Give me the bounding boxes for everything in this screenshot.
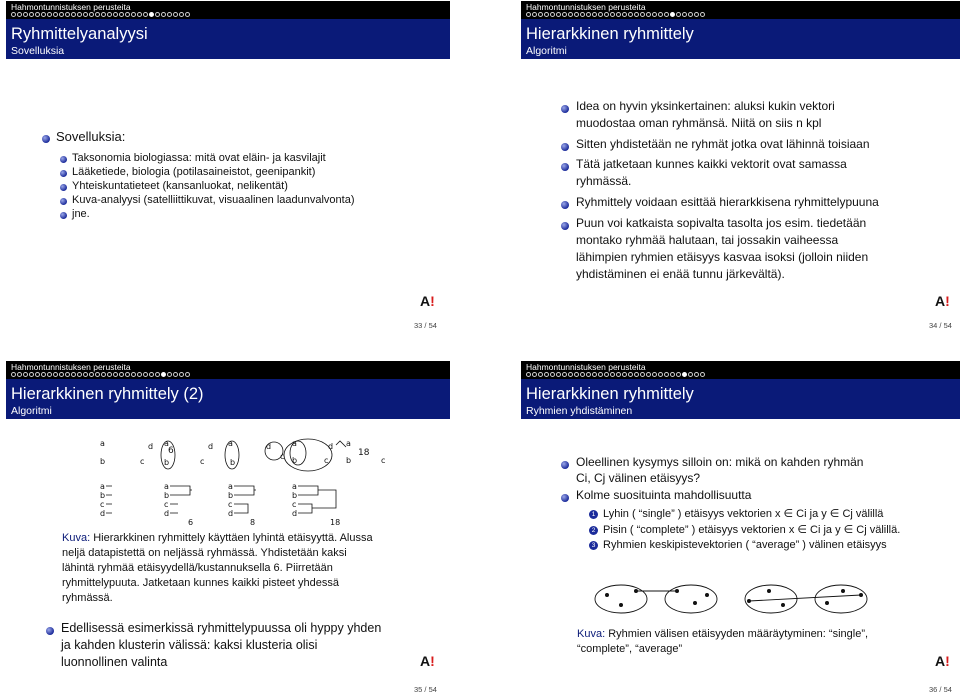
nav-dot[interactable]: [568, 12, 573, 17]
nav-dot[interactable]: [574, 372, 579, 377]
nav-dot[interactable]: [538, 372, 543, 377]
section-bar: [521, 1, 960, 19]
svg-text:a: a: [164, 439, 169, 448]
aalto-logo: A!: [935, 293, 950, 309]
sub-bullet-text: Yhteiskuntatieteet (kansanluokat, nelikentät): [72, 180, 288, 192]
bullet-text: Sovelluksia:: [56, 129, 126, 144]
bullet-icon: [561, 163, 569, 171]
nav-dot[interactable]: [77, 372, 82, 377]
bullet-icon: [561, 143, 569, 151]
section-title[interactable]: Hahmontunnistuksen perusteita: [526, 362, 646, 372]
nav-dot[interactable]: [592, 372, 597, 377]
sub-bullet-text: Kuva-analyysi (satelliittikuvat, visuaalinen laadunvalvonta): [72, 194, 355, 206]
section-bar: [6, 361, 450, 379]
nav-dot[interactable]: [532, 372, 537, 377]
navigation-dots[interactable]: [11, 12, 190, 17]
bullet-text: Puun voi katkaista sopivalta tasolta jos esim. tiedetään: [576, 216, 867, 230]
slide-subtitle: Algoritmi: [11, 405, 52, 417]
nav-dot[interactable]: [682, 372, 687, 377]
bullet-text: Kolme suosituinta mahdollisuutta: [576, 488, 752, 502]
nav-dot[interactable]: [658, 12, 663, 17]
bullet-text-cont: ryhmässä.: [576, 174, 632, 188]
nav-dot[interactable]: [586, 372, 591, 377]
nav-dot[interactable]: [616, 372, 621, 377]
svg-text:b: b: [228, 491, 234, 500]
nav-dot[interactable]: [83, 372, 88, 377]
sub-bullet-text: jne.: [72, 208, 90, 220]
nav-dot[interactable]: [652, 12, 657, 17]
nav-dot[interactable]: [610, 12, 615, 17]
linkage-illustration: [591, 571, 911, 631]
svg-text:b: b: [292, 491, 298, 500]
nav-dot[interactable]: [125, 12, 130, 17]
slide-title: Hierarkkinen ryhmittely: [526, 385, 694, 403]
title-bar: [521, 379, 960, 419]
slide-33: [6, 1, 450, 334]
nav-dot[interactable]: [556, 12, 561, 17]
sub-bullet-icon: [60, 184, 67, 191]
bullet-text: Tätä jatketaan kunnes kaikki vektorit ovat samassa: [576, 157, 847, 171]
nav-dot[interactable]: [688, 372, 693, 377]
svg-text:c: c: [228, 500, 233, 509]
svg-text:a: a: [228, 482, 233, 491]
nav-dot[interactable]: [634, 12, 639, 17]
slide-title: Hierarkkinen ryhmittely: [526, 25, 694, 43]
caption-line-1: Kuva: Hierarkkinen ryhmittely käyttäen lyhintä etäisyyttä. Alussa: [62, 532, 373, 544]
nav-dot[interactable]: [628, 12, 633, 17]
nav-dot[interactable]: [556, 372, 561, 377]
svg-text:d: d: [266, 442, 272, 451]
nav-dot[interactable]: [640, 372, 645, 377]
svg-text:d: d: [100, 509, 106, 518]
nav-dot[interactable]: [592, 12, 597, 17]
nav-dot[interactable]: [125, 372, 130, 377]
nav-dot[interactable]: [538, 12, 543, 17]
slide-34: [521, 1, 960, 334]
sub-bullet-icon: [60, 170, 67, 177]
navigation-dots[interactable]: [526, 372, 705, 377]
nav-dot[interactable]: [29, 12, 34, 17]
nav-dot[interactable]: [700, 12, 705, 17]
nav-dot[interactable]: [598, 372, 603, 377]
nav-dot[interactable]: [562, 12, 567, 17]
svg-text:a: a: [100, 439, 105, 448]
enum-badge: 2: [589, 526, 598, 535]
nav-dot[interactable]: [101, 12, 106, 17]
nav-dot[interactable]: [23, 12, 28, 17]
nav-dot[interactable]: [77, 12, 82, 17]
nav-dot[interactable]: [35, 12, 40, 17]
sub-bullet-icon: [60, 212, 67, 219]
nav-dot[interactable]: [694, 372, 699, 377]
nav-dot[interactable]: [616, 12, 621, 17]
nav-dot[interactable]: [53, 12, 58, 17]
svg-text:b: b: [164, 458, 170, 467]
option-text: Ryhmien keskipistevektorien ( “average” ) välinen etäisyys: [603, 539, 887, 551]
nav-dot[interactable]: [185, 12, 190, 17]
nav-dot[interactable]: [628, 372, 633, 377]
nav-dot[interactable]: [65, 372, 70, 377]
nav-dot[interactable]: [670, 12, 675, 17]
navigation-dots[interactable]: [526, 12, 705, 17]
svg-text:a: a: [292, 439, 297, 448]
svg-text:a: a: [164, 482, 169, 491]
enum-badge: 3: [589, 541, 598, 550]
nav-dot[interactable]: [131, 12, 136, 17]
nav-dot[interactable]: [161, 12, 166, 17]
nav-dot[interactable]: [676, 372, 681, 377]
nav-dot[interactable]: [65, 12, 70, 17]
svg-text:c: c: [324, 456, 329, 465]
nav-dot[interactable]: [143, 372, 148, 377]
svg-text:b: b: [100, 491, 106, 500]
sub-bullet-icon: [60, 156, 67, 163]
bullet-icon: [561, 201, 569, 209]
slide-subtitle: Algoritmi: [526, 45, 567, 57]
bullet-text-cont: montako ryhmää halutaan, tai jossakin vaiheessa: [576, 233, 839, 247]
section-bar: [6, 1, 450, 19]
slide-title: Hierarkkinen ryhmittely (2): [11, 385, 204, 403]
aalto-logo: A!: [420, 293, 435, 309]
bullet-text-cont: Ci, Cj välinen etäisyys?: [576, 471, 701, 485]
bullet-text: Idea on hyvin yksinkertainen: aluksi kukin vektori: [576, 99, 835, 113]
nav-dot[interactable]: [137, 12, 142, 17]
nav-dot[interactable]: [532, 12, 537, 17]
nav-dot[interactable]: [652, 372, 657, 377]
section-title[interactable]: Hahmontunnistuksen perusteita: [11, 2, 131, 12]
sub-bullet-text: Taksonomia biologiassa: mitä ovat eläin- ja kasvilajit: [72, 152, 326, 164]
nav-dot[interactable]: [568, 372, 573, 377]
svg-text:8: 8: [250, 518, 256, 525]
nav-dot[interactable]: [664, 12, 669, 17]
nav-dot[interactable]: [676, 12, 681, 17]
nav-dot[interactable]: [155, 372, 160, 377]
caption-line: ryhmässä.: [62, 592, 113, 604]
nav-dot[interactable]: [161, 372, 166, 377]
nav-dot[interactable]: [544, 12, 549, 17]
svg-text:d: d: [328, 442, 334, 451]
nav-dot[interactable]: [185, 372, 190, 377]
nav-dot[interactable]: [658, 372, 663, 377]
svg-text:c: c: [100, 500, 105, 509]
nav-dot[interactable]: [47, 372, 52, 377]
nav-dot[interactable]: [41, 372, 46, 377]
svg-text:6: 6: [188, 518, 194, 525]
nav-dot[interactable]: [550, 12, 555, 17]
sub-bullet-icon: [60, 198, 67, 205]
svg-text:d: d: [228, 509, 234, 518]
nav-dot[interactable]: [113, 12, 118, 17]
svg-text:18: 18: [358, 448, 370, 458]
nav-dot[interactable]: [113, 372, 118, 377]
section-bar: [521, 361, 960, 379]
nav-dot[interactable]: [35, 372, 40, 377]
svg-text:b: b: [346, 456, 352, 465]
nav-dot[interactable]: [17, 12, 22, 17]
nav-dot[interactable]: [131, 372, 136, 377]
nav-dot[interactable]: [562, 372, 567, 377]
slide-subtitle: Sovelluksia: [11, 45, 65, 57]
nav-dot[interactable]: [149, 372, 154, 377]
section-title[interactable]: Hahmontunnistuksen perusteita: [526, 2, 646, 12]
title-bar: [6, 379, 450, 419]
nav-dot[interactable]: [688, 12, 693, 17]
bullet-icon: [561, 494, 569, 502]
nav-dot[interactable]: [11, 12, 16, 17]
nav-dot[interactable]: [17, 372, 22, 377]
svg-text:c: c: [164, 500, 169, 509]
nav-dot[interactable]: [610, 372, 615, 377]
nav-dot[interactable]: [640, 12, 645, 17]
nav-dot[interactable]: [107, 12, 112, 17]
nav-dot[interactable]: [598, 12, 603, 17]
nav-dot[interactable]: [11, 372, 16, 377]
svg-text:d: d: [148, 442, 154, 451]
nav-dot[interactable]: [622, 12, 627, 17]
aalto-logo: A!: [935, 653, 950, 669]
nav-dot[interactable]: [29, 372, 34, 377]
option-text: Pisin ( “complete” ) etäisyys vektorien x ∈ Ci ja y ∈ Cj välillä.: [603, 524, 901, 536]
nav-dot[interactable]: [95, 372, 100, 377]
nav-dot[interactable]: [550, 372, 555, 377]
nav-dot[interactable]: [586, 12, 591, 17]
svg-text:a: a: [346, 439, 351, 448]
svg-text:a: a: [100, 482, 105, 491]
bullet-text-cont: yhdistäminen ei enää tunnu järkevältä).: [576, 267, 785, 281]
caption-line-1: Kuva: Ryhmien välisen etäisyyden määräytyminen: “single”,: [577, 628, 869, 640]
bullet-icon: [46, 627, 54, 635]
bullet-text-cont: lähimpien ryhmien etäisyys kasvaa isoksi (jolloin niiden: [576, 250, 869, 264]
navigation-dots[interactable]: [11, 372, 190, 377]
svg-text:c: c: [381, 456, 386, 465]
nav-dot[interactable]: [167, 372, 172, 377]
nav-dot[interactable]: [580, 372, 585, 377]
svg-text:d: d: [208, 442, 214, 451]
svg-text:b: b: [292, 456, 298, 465]
svg-text:a: a: [292, 482, 297, 491]
nav-dot[interactable]: [179, 372, 184, 377]
nav-dot[interactable]: [149, 12, 154, 17]
nav-dot[interactable]: [47, 12, 52, 17]
aalto-logo: A!: [420, 653, 435, 669]
bullet-text: Sitten yhdistetään ne ryhmät jotka ovat lähinnä toisiaan: [576, 137, 870, 151]
caption-line: neljä datapistettä on neljässä ryhmässä. Yhdistetään kaksi: [62, 547, 347, 559]
nav-dot[interactable]: [179, 12, 184, 17]
svg-text:c: c: [292, 500, 297, 509]
nav-dot[interactable]: [173, 372, 178, 377]
nav-dot[interactable]: [119, 12, 124, 17]
nav-dot[interactable]: [634, 372, 639, 377]
nav-dot[interactable]: [119, 372, 124, 377]
caption-line: lähintä ryhmää etäisyydellä/kustannuksella 6. Piirretään: [62, 562, 333, 574]
bullet-icon: [42, 135, 50, 143]
svg-text:d: d: [164, 509, 170, 518]
svg-text:c: c: [280, 452, 285, 461]
nav-dot[interactable]: [89, 12, 94, 17]
nav-dot[interactable]: [526, 372, 531, 377]
nav-dot[interactable]: [622, 372, 627, 377]
bullet-icon: [561, 461, 569, 469]
nav-dot[interactable]: [167, 12, 172, 17]
nav-dot[interactable]: [670, 372, 675, 377]
slide-subtitle: Ryhmien yhdistäminen: [526, 405, 633, 417]
svg-text:d: d: [292, 509, 298, 518]
svg-text:18: 18: [330, 518, 341, 525]
nav-dot[interactable]: [173, 12, 178, 17]
nav-dot[interactable]: [580, 12, 585, 17]
nav-dot[interactable]: [95, 12, 100, 17]
bullet-text-cont: muodostaa oman ryhmänsä. Niitä on siis n kpl: [576, 116, 822, 130]
bullet-text: Ryhmittely voidaan esittää hierarkkisena ryhmittelypuuna: [576, 195, 879, 209]
nav-dot[interactable]: [101, 372, 106, 377]
bullet-icon: [561, 105, 569, 113]
bullet-icon: [561, 222, 569, 230]
bullet-text: Oleellinen kysymys silloin on: mikä on kahden ryhmän: [576, 455, 864, 469]
nav-dot[interactable]: [682, 12, 687, 17]
nav-dot[interactable]: [71, 12, 76, 17]
nav-dot[interactable]: [137, 372, 142, 377]
nav-dot[interactable]: [89, 372, 94, 377]
page-number: 33 / 54: [414, 321, 437, 330]
svg-text:6: 6: [168, 446, 174, 456]
nav-dot[interactable]: [664, 372, 669, 377]
nav-dot[interactable]: [646, 12, 651, 17]
svg-text:b: b: [100, 457, 106, 466]
caption-label: Kuva:: [62, 532, 91, 544]
nav-dot[interactable]: [83, 12, 88, 17]
nav-dot[interactable]: [155, 12, 160, 17]
nav-dot[interactable]: [700, 372, 705, 377]
caption-line: “complete”, “average”: [577, 643, 683, 655]
title-bar: [6, 19, 450, 59]
nav-dot[interactable]: [59, 12, 64, 17]
slide-36: [521, 361, 960, 694]
nav-dot[interactable]: [694, 12, 699, 17]
nav-dot[interactable]: [143, 12, 148, 17]
svg-text:a: a: [228, 439, 233, 448]
enum-badge: 1: [589, 510, 598, 519]
sub-bullet-text: Lääketiede, biologia (potilasaineistot, geenipankit): [72, 166, 316, 178]
bullet-text: Edellisessä esimerkissä ryhmittelypuussa oli hyppy yhden: [61, 621, 382, 635]
option-text: Lyhin ( “single” ) etäisyys vektorien x ∈ Ci ja y ∈ Cj välillä: [603, 508, 884, 520]
svg-text:c: c: [140, 457, 145, 466]
bullet-text-cont: luonnollinen valinta: [61, 655, 168, 669]
title-bar: [521, 19, 960, 59]
page-number: 34 / 54: [929, 321, 952, 330]
svg-text:b: b: [164, 491, 170, 500]
nav-dot[interactable]: [23, 372, 28, 377]
slide-title: Ryhmittelyanalyysi: [11, 25, 148, 43]
nav-dot[interactable]: [107, 372, 112, 377]
slide-35: [6, 361, 450, 694]
nav-dot[interactable]: [544, 372, 549, 377]
page-number: 36 / 54: [929, 685, 952, 694]
nav-dot[interactable]: [646, 372, 651, 377]
nav-dot[interactable]: [526, 12, 531, 17]
svg-text:b: b: [230, 458, 236, 467]
svg-text:c: c: [200, 457, 205, 466]
bullet-text-cont: ja kahden klusterin välissä: kaksi klusteria olisi: [61, 638, 318, 652]
nav-dot[interactable]: [41, 12, 46, 17]
caption-line: ryhmittelypuuta. Jatketaan kunnes kaikki pisteet yhdessä: [62, 577, 339, 589]
caption-label: Kuva:: [577, 628, 606, 640]
nav-dot[interactable]: [574, 12, 579, 17]
nav-dot[interactable]: [604, 372, 609, 377]
nav-dot[interactable]: [604, 12, 609, 17]
nav-dot[interactable]: [59, 372, 64, 377]
nav-dot[interactable]: [71, 372, 76, 377]
section-title[interactable]: Hahmontunnistuksen perusteita: [11, 362, 131, 372]
clustering-steps-figure: [96, 437, 386, 525]
nav-dot[interactable]: [53, 372, 58, 377]
page-number: 35 / 54: [414, 685, 437, 694]
